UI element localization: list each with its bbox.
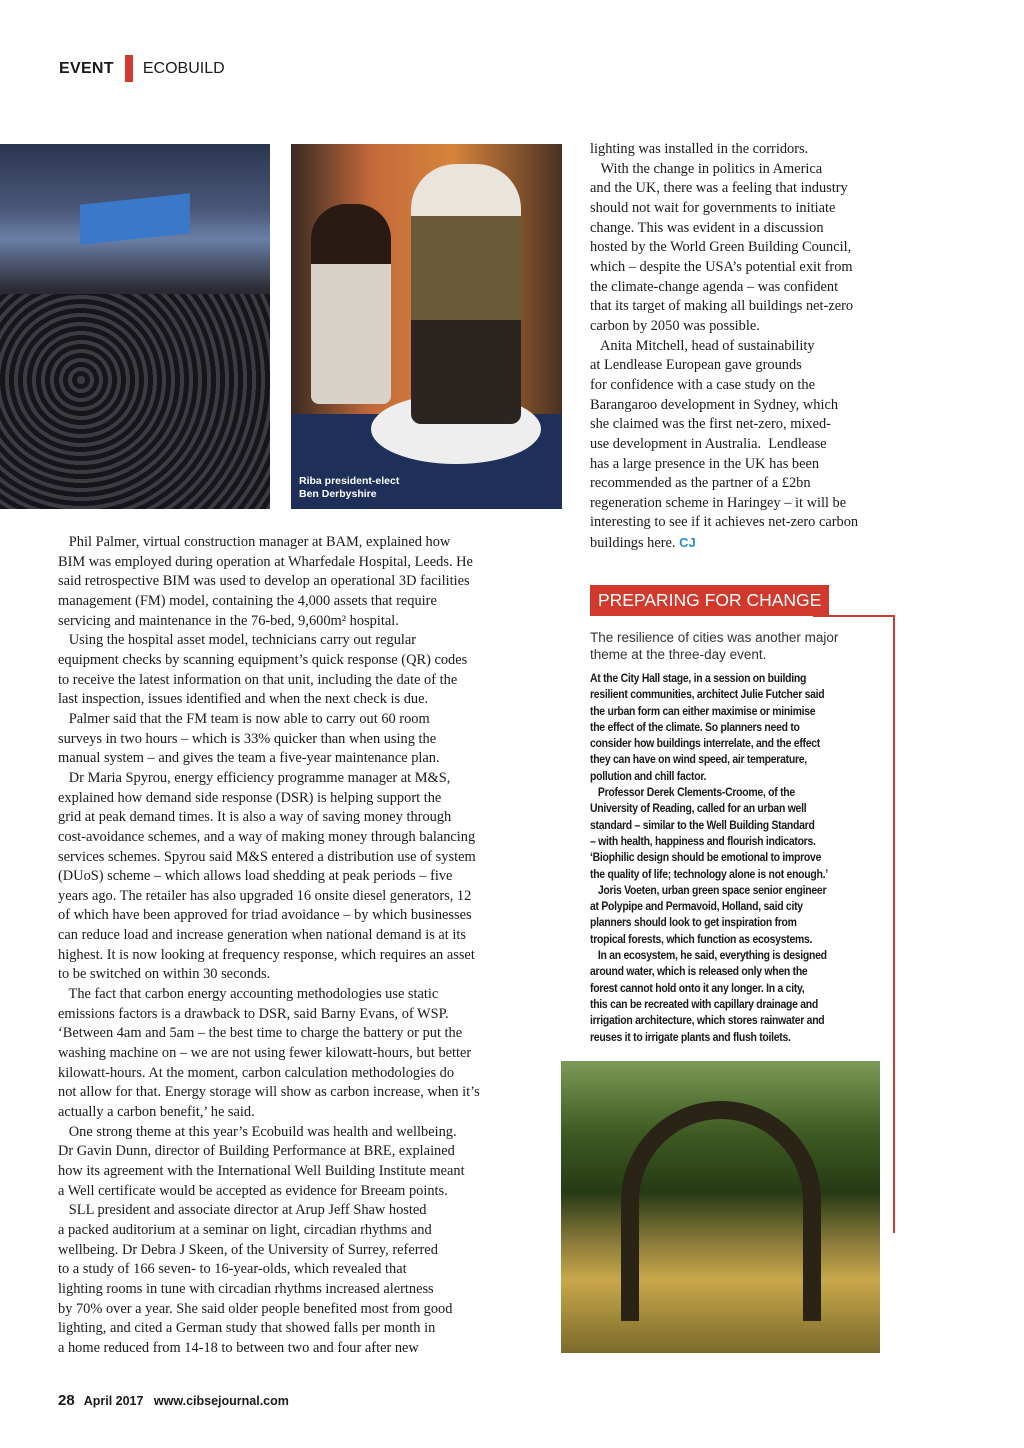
panelist-man bbox=[411, 164, 521, 424]
photo-caption: Riba president-elect Ben Derbyshire bbox=[299, 475, 400, 500]
panelist-woman bbox=[311, 204, 391, 404]
issue-date: April 2017 bbox=[83, 1394, 144, 1408]
box-border-right bbox=[893, 615, 895, 1233]
audience bbox=[0, 294, 270, 509]
auditorium-photo bbox=[0, 144, 270, 509]
stage-screen bbox=[80, 193, 190, 245]
paragraph: Using the hospital asset model, technicians carry out regular equipment checks by scanning equipment’s quick response (QR) codes to receive the latest information on that unit, including the date of the last inspection, issues identified and when the next check is due. bbox=[58, 632, 468, 708]
paragraph: With the change in politics in America and the UK, there was a feeling that industry should not wait for governments to initiate change. This was evident in a discussion hosted by the World Green Building Council, which – despite the USA’s potential exit from the climate-change agenda – was confident that its target of making all buildings net-zero carbon by 2050 was possible. bbox=[590, 160, 854, 334]
paragraph: Joris Voeten, urban green space senior engineer at Polypipe and Permavoid, Holland, said city planners should look to get inspiration from tropical forests, which function as ecosystems. bbox=[590, 883, 827, 946]
website-url: www.cibsejournal.com bbox=[153, 1394, 289, 1408]
box-intro: The resilience of cities was another major theme at the three-day event. bbox=[590, 630, 839, 662]
header-divider bbox=[125, 55, 133, 82]
panel-photo bbox=[291, 144, 562, 509]
box-title: PREPARING FOR CHANGE bbox=[590, 585, 829, 616]
forest-river-photo bbox=[561, 1061, 880, 1353]
section-label: EVENT bbox=[59, 59, 114, 77]
paragraph-text: Anita Mitchell, head of sustainability at Lendlease European gave grounds for confidence with a case study on the Barangaroo development in Sydney, which she claimed was the first net-zero, mixed- use development in Australia. Lendlease has a large presence in the UK has been recommended as the partner of a £2bn regeneration scheme in Haringey – it will be interesting to see if it achieves net-zero carbon buildings here. bbox=[590, 337, 859, 552]
topic-label: ECOBUILD bbox=[142, 59, 225, 77]
page-number: 28 bbox=[58, 1392, 75, 1409]
paragraph: Professor Derek Clements-Croome, of the University of Reading, called for an urban well standard – similar to the Well Building Standard – with health, happiness and flourish indicators. ‘Biophilic design should be emotional to improve the quality of life; technology alone is not enough.’ bbox=[590, 786, 828, 881]
paragraph bbox=[590, 337, 990, 554]
paragraph: Dr Maria Spyrou, energy efficiency programme manager at M&S, explained how demand side response (DSR) is helping support the grid at peak demand times. It is also a way of saving money through cost-avoidance schemes, and a way of making money through balancing services schemes. Spyrou said M&S entered a distribution use of system (DUoS) scheme – which allows load shedding at peak periods – five years ago. The retailer has also upgraded 16 onsite diesel generators, 12 of which have been approved for triad avoidance – by which businesses can reduce load and increase generation when national demand is at its highest. It is now looking at frequency response, which requires an asset to be switched on within 30 seconds. bbox=[58, 769, 476, 983]
paragraph: Palmer said that the FM team is now able to carry out 60 room surveys in two hours – which is 33% quicker than when using the manual system – and gives the team a five-year maintenance plan. bbox=[58, 710, 440, 767]
paragraph: lighting was installed in the corridors. bbox=[590, 141, 809, 157]
page-footer bbox=[58, 1392, 289, 1409]
section-header bbox=[59, 55, 225, 82]
paragraph: Phil Palmer, virtual construction manager at BAM, explained how BIM was employed during operation at Wharfedale Hospital, Leeds. He said retrospective BIM was used to develop an operational 3D facilities management (FM) model, containing the 4,000 assets that require servicing and maintenance in the 76-bed, 9,600m² hospital. bbox=[58, 534, 473, 629]
box-border-top bbox=[813, 615, 895, 617]
paragraph: At the City Hall stage, in a session on building resilient communities, architect Julie Futcher said the urban form can either maximise or minimise the effect of the climate. So planners need to consider how buildings interrelate, and the effect they can have on wind speed, air temperature, pollution and chill factor. bbox=[590, 672, 825, 783]
tree-arch bbox=[621, 1101, 821, 1321]
author-byline: CJ bbox=[679, 535, 696, 551]
paragraph: One strong theme at this year’s Ecobuild was health and wellbeing. Dr Gavin Dunn, director of Building Performance at BRE, explained how its agreement with the International Well Building Institute meant a Well certificate would be accepted as evidence for Breeam points. bbox=[58, 1123, 465, 1199]
paragraph: SLL president and associate director at Arup Jeff Shaw hosted a packed auditorium at a seminar on light, circadian rhythms and wellbeing. Dr Debra J Skeen, of the University of Surrey, referred to a study of 166 seven- to 16-year-olds, which revealed that lighting rooms in tune with circadian rhythms increased alertness by 70% over a year. She said older people benefited most from good lighting, and cited a German study that showed falls per month in a home reduced from 14-18 to between two and four after new bbox=[58, 1202, 453, 1356]
paragraph: In an ecosystem, he said, everything is designed around water, which is released only when the forest cannot hold onto it any longer. In a city, this can be recreated with capillary drainage and irrigation architecture, which stores rainwater and reuses it to irrigate plants and flush toilets. bbox=[590, 949, 827, 1044]
paragraph: The fact that carbon energy accounting methodologies use static emissions factors is a drawback to DSR, said Barny Evans, of WSP. ‘Between 4am and 5am – the best time to charge the battery or put the washing machine on – we are not using fewer kilowatt-hours, but better kilowatt-hours. At the moment, carbon calculation methodologies do not allow for that. Energy storage will show as carbon increase, when it’s actually a carbon benefit,’ he said. bbox=[58, 986, 480, 1121]
right-column bbox=[590, 140, 990, 554]
box-body bbox=[590, 671, 828, 1046]
left-column bbox=[58, 533, 558, 1359]
